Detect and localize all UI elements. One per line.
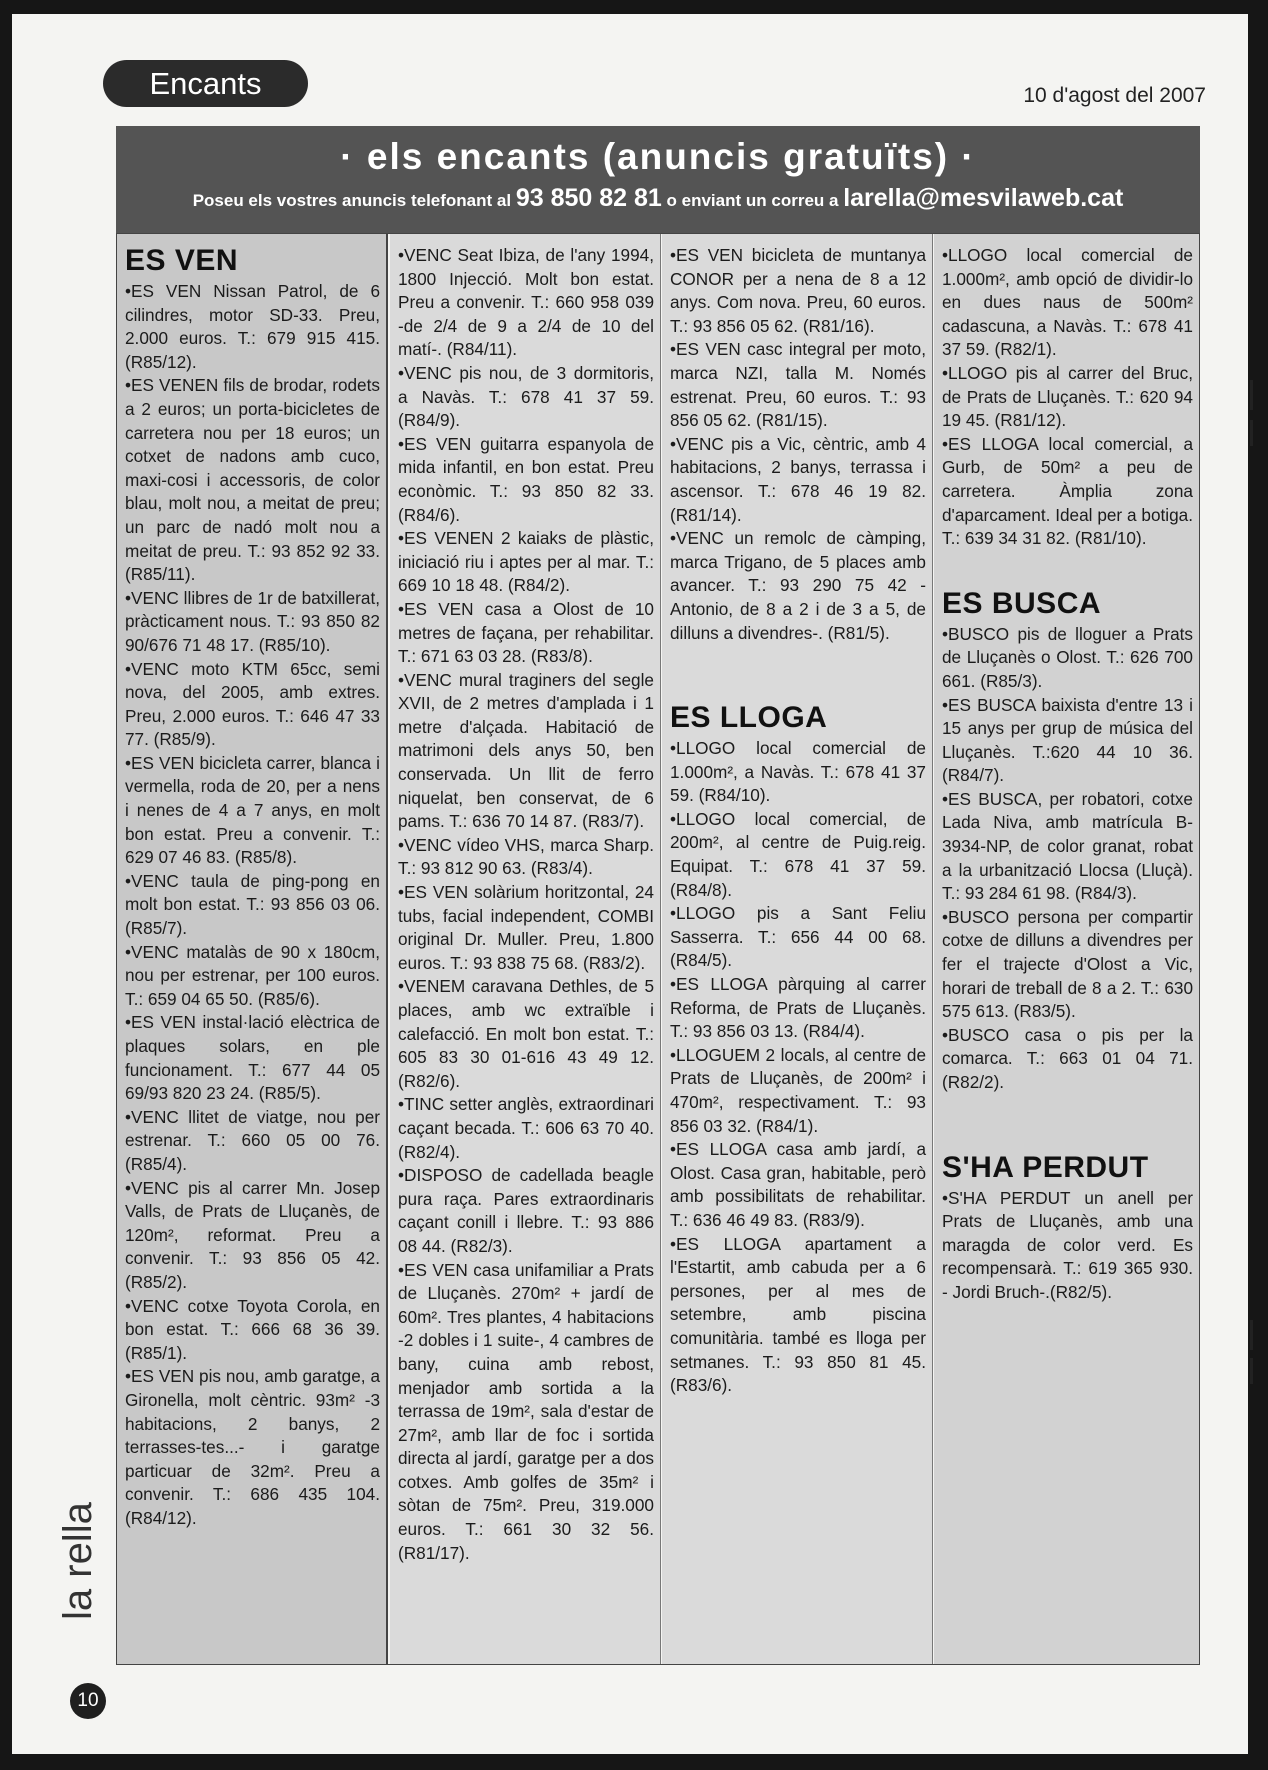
column-1 <box>117 234 388 1664</box>
section-tab: Encants <box>103 60 308 107</box>
column-4 <box>934 234 1199 1664</box>
column-3 <box>662 234 933 1664</box>
ad-item: • LLOGO local comercial, de 200m², al centre de Puig.reig. Equipat. T.: 678 41 37 59. (R84/8). <box>670 808 926 902</box>
ad-item: • ES LLOGA pàrquing al carrer Reforma, de Prats de Lluçanès. T.: 93 856 03 13. (R84/4). <box>670 973 926 1044</box>
ad-item: • VENC pis nou, de 3 dormitoris, a Navàs. T.: 678 41 37 59. (R84/9). <box>398 362 654 433</box>
ad-item: • VENEM caravana Dethles, de 5 places, amb wc extraïble i calefacció. En molt bon estat. T.: 605 83 30 01-616 43 49 12. (R82/6). <box>398 975 654 1093</box>
section-heading-es-busca: ES BUSCA <box>942 586 1102 620</box>
ad-item: • VENC un remolc de càmping, marca Trigano, de 5 places amb avancer. T.: 93 290 75 42 -Antonio, de 8 a 2 i de 3 a 5, de dilluns a divendres-. (R81/5). <box>670 527 926 645</box>
ad-item: • ES VEN casc integral per moto, marca NZI, talla M. Només estrenat. Preu, 60 euros. T.: 93 856 05 62. (R81/15). <box>670 338 926 432</box>
column-2 <box>390 234 661 1664</box>
instructions-text-1: Poseu els vostres anuncis telefonant al <box>192 191 512 210</box>
section-heading-es-ven: ES VEN <box>125 244 239 277</box>
ad-item: • BUSCO casa o pis per la comarca. T.: 663 01 04 71. (R82/2). <box>942 1024 1193 1095</box>
ad-item: • ES VEN bicicleta de muntanya CONOR per a nena de 8 a 12 anys. Com nova. Preu, 60 euros. T.: 93 856 05 62. (R81/16). <box>670 244 926 338</box>
ad-item: • ES VEN pis nou, amb garatge, a Gironella, molt cèntric. 93m² -3 habitacions, 2 banys, 2 terrasses-tes...- i garatge particuar de 32m². Preu a convenir. T.: 686 435 104. (R84/12). <box>125 1365 380 1530</box>
ad-item: • VENC llibres de 1r de batxillerat, pràcticament nous. T.: 93 850 82 90/676 71 48 17. (R85/10). <box>125 587 380 658</box>
ad-item: • LLOGO local comercial de 1.000m², amb opció de dividir-lo en dues naus de 500m² cadascuna, a Navàs. T.: 678 41 37 59. (R82/1). <box>942 244 1193 362</box>
ad-item: • VENC moto KTM 65cc, semi nova, del 2005, amb extres. Preu, 2.000 euros. T.: 646 47 33 77. (R85/9). <box>125 658 380 752</box>
ad-item: • VENC Seat Ibiza, de l'any 1994, 1800 Injecció. Molt bon estat. Preu a convenir. T.: 660 958 039 -de 2/4 de 9 a 2/4 de 10 del matí-. (R84/11). <box>398 244 654 362</box>
ad-item: • ES LLOGA casa amb jardí, a Olost. Casa gran, habitable, però amb possibilitats de rehabilitar. T.: 636 46 49 83. (R83/9). <box>670 1138 926 1232</box>
classifieds-columns <box>116 233 1200 1665</box>
ad-item: • LLOGO pis a Sant Feliu Sasserra. T.: 656 44 00 68. (R84/5). <box>670 902 926 973</box>
ad-item: • VENC pis a Vic, cèntric, amb 4 habitacions, 2 banys, terrassa i ascensor. T.: 678 46 19 82. (R81/14). <box>670 433 926 527</box>
ad-item: • ES VENEN 2 kaiaks de plàstic, iniciació riu i aptes per al mar. T.: 669 10 18 48. (R84/2). <box>398 527 654 598</box>
binding-mark <box>1250 1358 1253 1384</box>
ad-item: • ES VEN bicicleta carrer, blanca i vermella, roda de 20, per a nens i nenes de 4 a 7 anys, en molt bon estat. Preu a convenir. T.: 629 07 46 83. (R85/8). <box>125 752 380 870</box>
instructions-text-2: o enviant un correu a <box>666 191 839 210</box>
ad-item: • ES VEN instal·lació elèctrica de plaques solars, en ple funcionament. T.: 677 44 05 69/93 820 23 24. (R85/5). <box>125 1011 380 1105</box>
contact-phone: 93 850 82 81 <box>515 184 662 212</box>
ad-item: • BUSCO pis de lloguer a Prats de Lluçanès o Olost. T.: 626 700 661. (R85/3). <box>942 623 1193 694</box>
binding-mark <box>1250 380 1253 410</box>
ad-item: • LLOGO local comercial de 1.000m², a Navàs. T.: 678 41 37 59. (R84/10). <box>670 737 926 808</box>
ad-item: • LLOGO pis al carrer del Bruc, de Prats de Lluçanès. T.: 620 94 19 45. (R81/12). <box>942 362 1193 433</box>
ad-item: • VENC llitet de viatge, nou per estrenar. T.: 660 05 00 76. (R85/4). <box>125 1106 380 1177</box>
ad-item: • VENC taula de ping-pong en molt bon estat. T.: 93 856 03 06. (R85/7). <box>125 870 380 941</box>
ad-item: • VENC cotxe Toyota Corola, en bon estat. T.: 666 68 36 39. (R85/1). <box>125 1295 380 1366</box>
ad-item: • LLOGUEM 2 locals, al centre de Prats de Lluçanès, de 200m² i 470m², respectivament. T.: 93 856 03 32. (R84/1). <box>670 1044 926 1138</box>
ad-item: • VENC vídeo VHS, marca Sharp. T.: 93 812 90 63. (R83/4). <box>398 834 654 881</box>
ad-item: • ES VEN guitarra espanyola de mida infantil, en bon estat. Preu econòmic. T.: 93 850 82 33. (R84/6). <box>398 433 654 527</box>
ad-item: • VENC mural traginers del segle XVII, de 2 metres d'amplada i 1 metre d'alçada. Habitació de matrimoni dels anys 50, ben conservada. Un llit de ferro niquelat, ben conservat, de 6 pams. T.: 636 70 14 87. (R83/7). <box>398 669 654 834</box>
issue-date: 10 d'agost del 2007 <box>1023 84 1206 107</box>
ad-item: • ES VENEN fils de brodar, rodets a 2 euros; un porta-bicicletes de carretera nou per 18 euros; un cotxet de nadons amb cuco, maxi-cosi i accessoris, de color blau, molt nou, a meitat de preu; un parc de nadó molt nou a meitat de preu. T.: 93 852 92 33. (R85/11). <box>125 374 380 586</box>
ad-item: • ES VEN solàrium horitzontal, 24 tubs, facial independent, COMBI original Dr. Muller. Preu, 1.800 euros. T.: 93 838 75 68. (R83/2). <box>398 881 654 975</box>
section-heading-es-lloga: ES LLOGA <box>670 701 828 735</box>
contact-email: larella@mesvilaweb.cat <box>843 184 1124 212</box>
ad-item: • ES VEN casa a Olost de 10 metres de façana, per rehabilitar. T.: 671 63 03 28. (R83/8). <box>398 598 654 669</box>
ad-item: • VENC pis al carrer Mn. Josep Valls, de Prats de Lluçanès, de 120m², reformat. Preu a convenir. T.: 93 856 05 42. (R85/2). <box>125 1177 380 1295</box>
publication-brand: la rella <box>56 1502 100 1620</box>
page-number: 10 <box>70 1683 106 1719</box>
ad-item: • ES VEN casa unifamiliar a Prats de Lluçanès. 270m² + jardí de 60m². Tres plantes, 4 habitacions -2 dobles i 1 suite-, 4 cambres de bany, cuina amb rebost, menjador amb sortida a la terrassa de 19m², sala d'estar de 27m², amb llar de foc i sortida directa al jardí, garatge per a dos cotxes. Amb golfes de 35m² i sòtan de 75m². Preu, 319.000 euros. T.: 661 30 32 56. (R81/17). <box>398 1259 654 1566</box>
ad-item: • ES BUSCA baixista d'entre 13 i 15 anys per grup de música del Lluçanès. T.:620 44 10 36. (R84/7). <box>942 694 1193 788</box>
banner-instructions <box>116 184 1200 213</box>
ad-item: • S'HA PERDUT un anell per Prats de Lluçanès, amb una maragda de color verd. Es recompensarà. T.: 619 365 930. - Jordi Bruch-.(R82/5). <box>942 1187 1193 1305</box>
binding-mark <box>1250 420 1253 446</box>
ad-item: • ES LLOGA apartament a l'Estartit, amb cabuda per a 6 persones, per al mes de setembre, amb piscina comunitària. també es lloga per setmanes. T.: 93 850 81 45. (R83/6). <box>670 1233 926 1398</box>
ad-item: • ES VEN Nissan Patrol, de 6 cilindres, motor SD-33. Preu, 2.000 euros. T.: 679 915 415. (R85/12). <box>125 280 380 374</box>
ad-item: • ES LLOGA local comercial, a Gurb, de 50m² a peu de carretera. Àmplia zona d'aparcament. Ideal per a botiga. T.: 639 34 31 82. (R81/10). <box>942 433 1193 551</box>
classifieds-banner <box>116 126 1200 233</box>
binding-mark <box>1250 1320 1253 1350</box>
ad-item: • VENC matalàs de 90 x 180cm, nou per estrenar, per 100 euros. T.: 659 04 65 50. (R85/6). <box>125 941 380 1012</box>
ad-item: • DISPOSO de cadellada beagle pura raça. Pares extraordinaris caçant conill i llebre. T.: 93 886 08 44. (R82/3). <box>398 1164 654 1258</box>
section-heading-sha-perdut: S'HA PERDUT <box>942 1150 1149 1184</box>
banner-title: · els encants (anuncis gratuïts) · <box>340 136 976 177</box>
ad-item: • ES BUSCA, per robatori, cotxe Lada Niva, amb matrícula B-3934-NP, de color granat, robat a la urbanització Llocsa (Lluçà). T.: 93 284 61 98. (R84/3). <box>942 788 1193 906</box>
ad-item: • TINC setter anglès, extraordinari caçant becada. T.: 606 63 70 40. (R82/4). <box>398 1093 654 1164</box>
ad-item: • BUSCO persona per compartir cotxe de dilluns a divendres per fer el trajecte d'Olost a Vic, horari de treball de 8 a 2. T.: 630 575 613. (R83/5). <box>942 906 1193 1024</box>
